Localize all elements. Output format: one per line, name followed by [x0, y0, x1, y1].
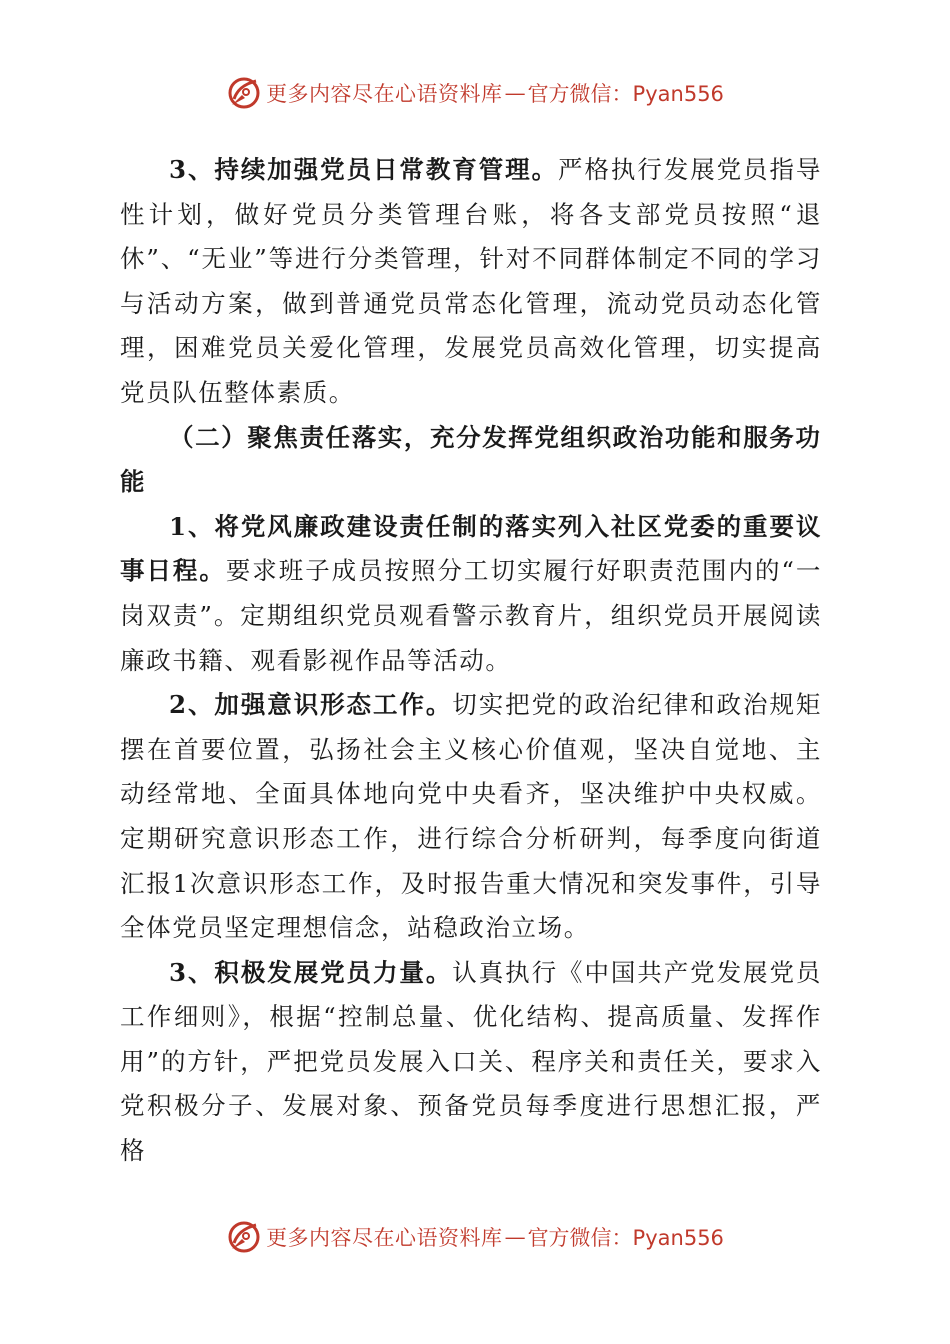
paragraph-text: 严格执行发展党员指导性计划，做好党员分类管理台账，将各支部党员按照“退休”、“无业”等进行分类管理，针对不同群体制定不同的学习与活动方案，做到普通党员常态化管理，流动党员动态化管理，困难党员关爱化管理，发展党员高效化管理，切实提高党员队伍整体素质。	[120, 155, 823, 407]
paragraph-daily-management	[120, 148, 822, 416]
watermark-separator: —	[504, 1225, 526, 1249]
watermark-text: 更多内容尽在心语资料库	[266, 1226, 503, 1250]
section-heading: （二）聚焦责任落实，充分发挥党组织政治功能和服务功能	[120, 422, 822, 497]
watermark-footer	[0, 1212, 950, 1262]
paragraph-develop-members	[120, 951, 822, 1174]
paragraph-text: 认真执行《中国共产党发展党员工作细则》，根据“控制总量、优化结构、提高质量、发挥作用”的方针，严把党员发展入口关、程序关和责任关，要求入党积极分子、发展对象、预备党员每季度进行思想汇报，严格	[120, 957, 822, 1166]
watermark-header	[0, 68, 950, 118]
paragraph-lead: 1、将党风廉政建设责任制的落实列入社区党委的重要议事日程。	[120, 511, 822, 586]
paragraph-text: 切实把党的政治纪律和政治规矩摆在首要位置，弘扬社会主义核心价值观，坚决自觉地、主动经常地、全面具体地向党中央看齐，坚决维护中央权威。定期研究意识形态工作，进行综合分析研判，每季度向街道汇报1次意识形态工作，及时报告重大情况和突发事件，引导全体党员坚定理想信念，站稳政治立场。	[120, 690, 822, 943]
paragraph-ideology	[120, 683, 822, 951]
watermark-wechat: 官方微信：Pyan556	[527, 82, 724, 106]
paragraph-lead: 3、持续加强党员日常教育管理。	[169, 155, 559, 184]
pen-logo-icon	[226, 1219, 262, 1255]
paragraph-lead: 2、加强意识形态工作。	[169, 690, 453, 720]
watermark-text: 更多内容尽在心语资料库	[266, 82, 503, 106]
watermark-wechat: 官方微信：Pyan556	[527, 1226, 724, 1250]
paragraph-text: 要求班子成员按照分工切实履行好职责范围内的“一岗双责”。定期组织党员观看警示教育片，组织党员开展阅读廉政书籍、观看影视作品等活动。	[120, 556, 822, 675]
document-body	[120, 148, 822, 1174]
paragraph-responsibility	[120, 505, 822, 683]
paragraph-lead: 3、积极发展党员力量。	[169, 957, 453, 987]
pen-logo-icon	[226, 75, 262, 111]
watermark-separator: —	[504, 81, 526, 105]
